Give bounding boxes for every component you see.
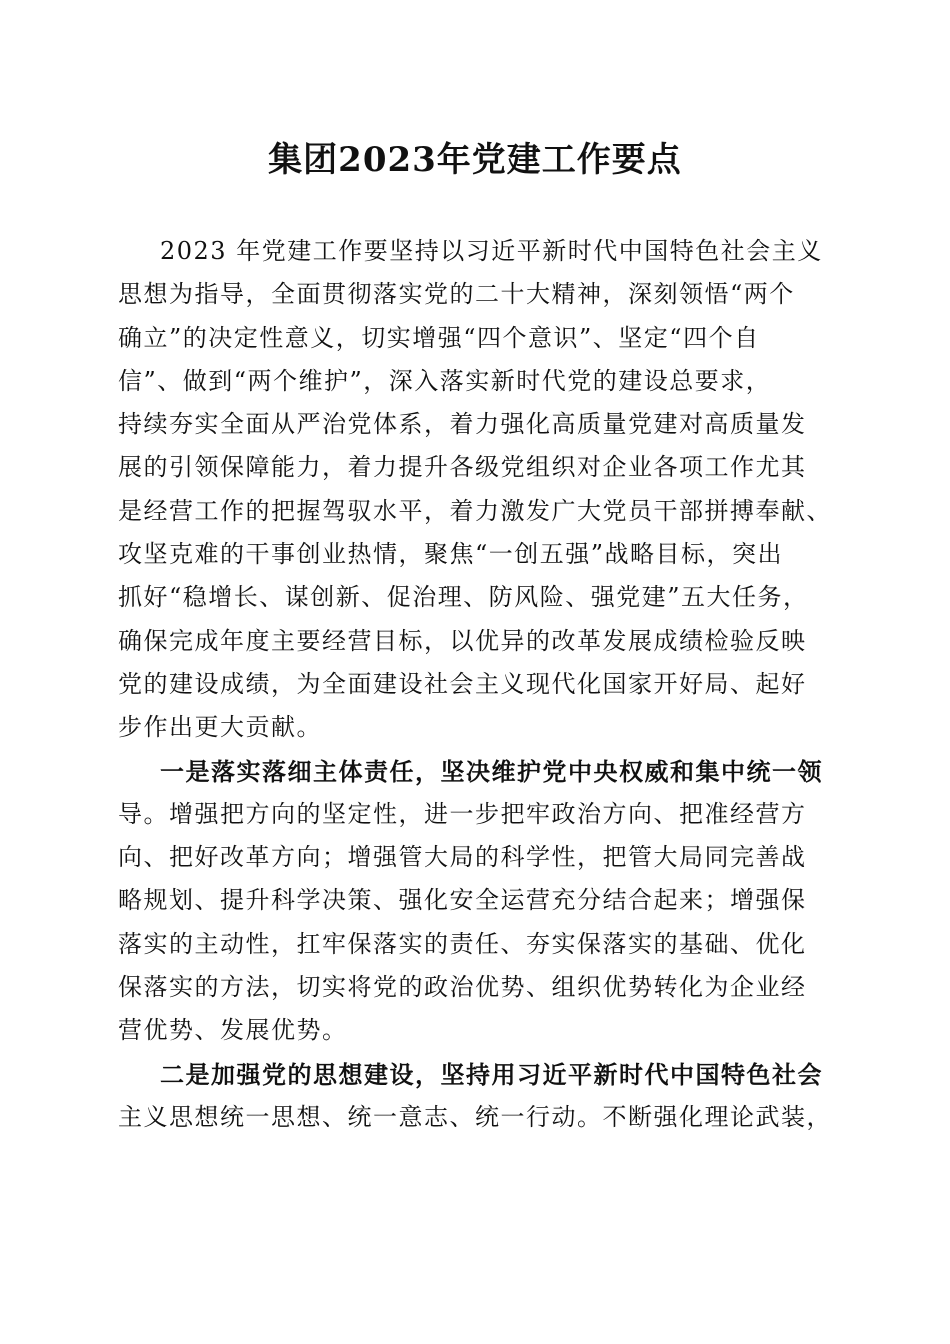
paragraph-line: 攻坚克难的干事创业热情，聚焦“一创五强”战略目标，突出: [118, 540, 784, 569]
paragraph-line: 信”、做到“两个维护”，深入落实新时代党的建设总要求，: [118, 366, 772, 395]
paragraph-line: 思想为指导，全面贯彻落实党的二十大精神，深刻领悟“两个: [118, 280, 795, 309]
paragraph-line: 步作出更大贡献。: [118, 713, 322, 742]
paragraph-line: 保落实的方法，切实将党的政治优势、组织优势转化为企业经: [118, 973, 807, 1002]
paragraph-intro: [118, 230, 830, 750]
paragraph-line: 导。增强把方向的坚定性，进一步把牢政治方向、把准经营方: [118, 799, 807, 828]
document-title: 集团2023年党建工作要点: [268, 140, 682, 180]
paragraph-line: 向、把好改革方向；增强管大局的科学性，把管大局同完善战: [118, 843, 807, 872]
paragraph-line: 营优势、发展优势。: [118, 1016, 348, 1045]
paragraph-lead-line: 一是落实落细主体责任，坚决维护党中央权威和集中统一领: [160, 756, 823, 786]
paragraph-line: 抓好“稳增长、谋创新、促治理、防风险、强党建”五大任务，: [118, 583, 809, 612]
paragraph-section-1: [118, 750, 830, 1053]
paragraph-line: 确保完成年度主要经营目标，以优异的改革发展成绩检验反映: [118, 626, 807, 655]
paragraph-line: 展的引领保障能力，着力提升各级党组织对企业各项工作尤其: [118, 453, 807, 482]
paragraph-line: 落实的主动性，扛牢保落实的责任、夯实保落实的基础、优化: [118, 929, 807, 958]
paragraph-line: 是经营工作的把握驾驭水平，着力激发广大党员干部拼搏奉献、: [118, 496, 832, 525]
document-body: [118, 230, 830, 1139]
paragraph-section-2: [118, 1053, 830, 1140]
paragraph-lead-line: 二是加强党的思想建设，坚持用习近平新时代中国特色社会: [160, 1059, 823, 1089]
paragraph-line: 略规划、提升科学决策、强化安全运营充分结合起来；增强保: [118, 886, 807, 915]
paragraph-line: 确立”的决定性意义，切实增强“四个意识”、坚定“四个自: [118, 323, 760, 352]
paragraph-line: 持续夯实全面从严治党体系，着力强化高质量党建对高质量发: [118, 410, 807, 439]
paragraph-line: 党的建设成绩，为全面建设社会主义现代化国家开好局、起好: [118, 669, 807, 698]
paragraph-line: 主义思想统一思想、统一意志、统一行动。不断强化理论武装，: [118, 1102, 832, 1131]
paragraph-line: 2023 年党建工作要坚持以习近平新时代中国特色社会主义: [160, 237, 823, 265]
